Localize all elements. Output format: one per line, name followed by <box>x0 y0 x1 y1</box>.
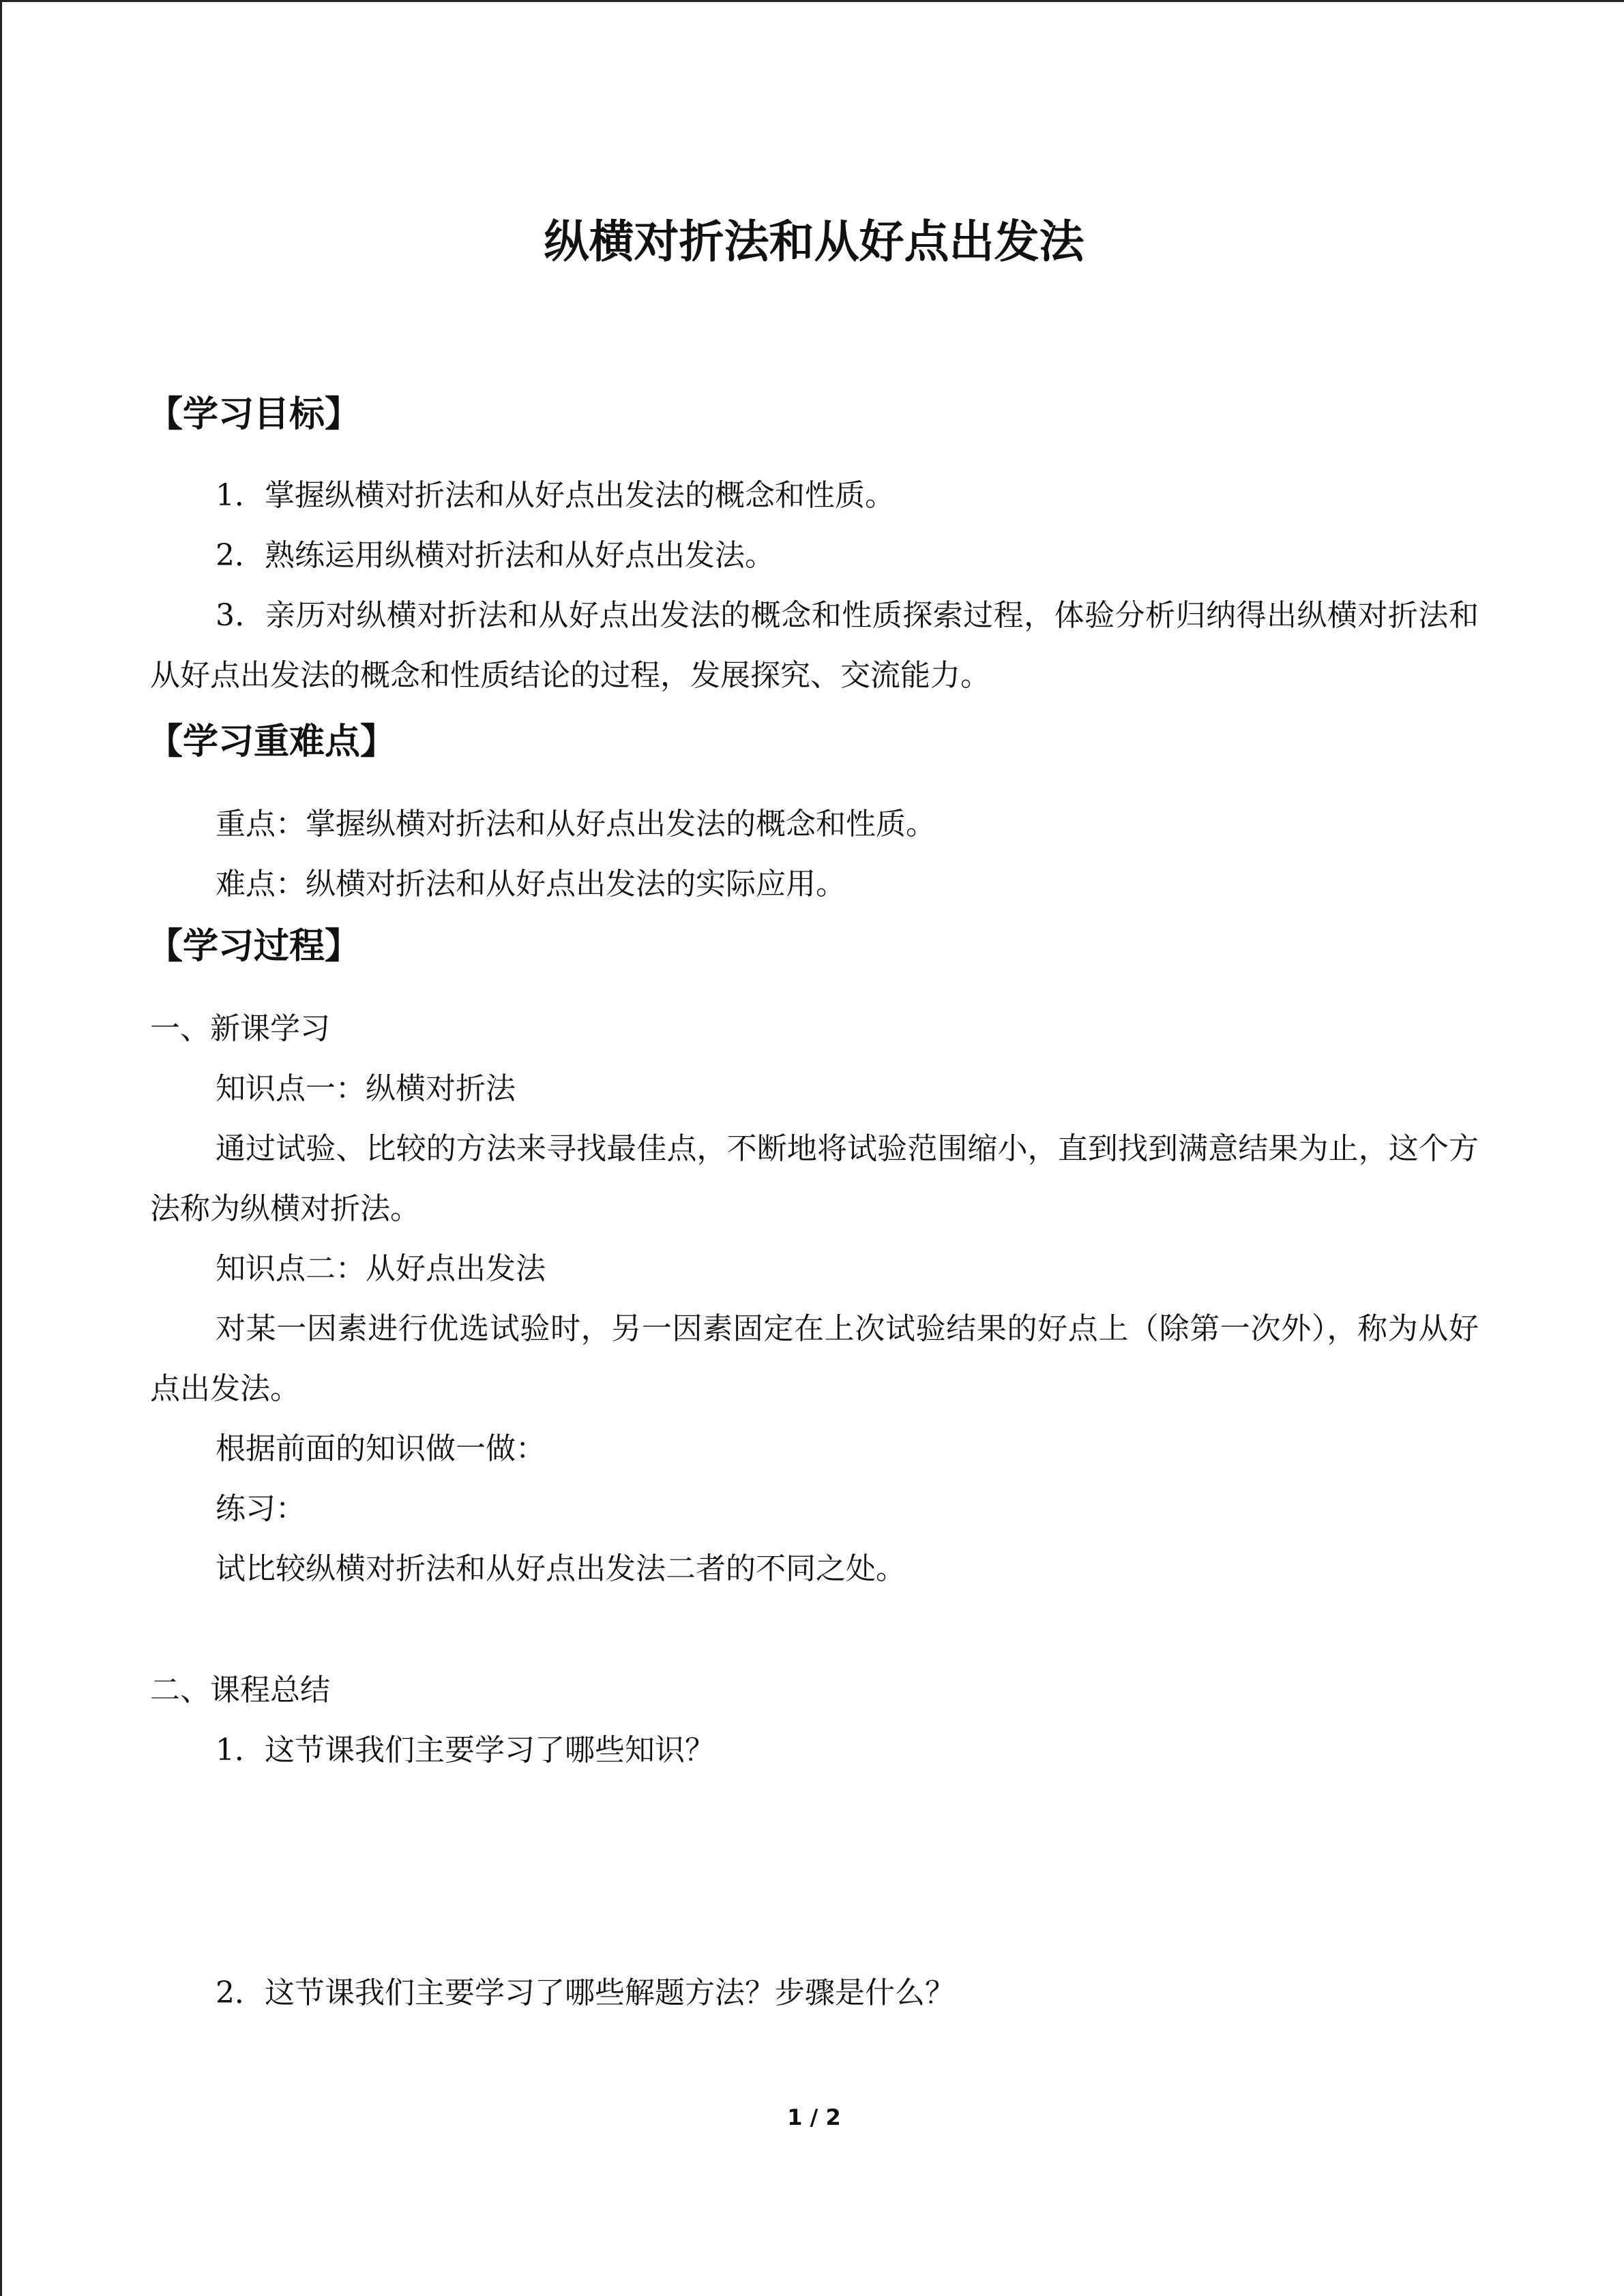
objective-item-3: 3．亲历对纵横对折法和从好点出发法的概念和性质探索过程，体验分析归纳得出纵横对折法和从好点出发法的概念和性质结论的过程，发展探究、交流能力。 <box>150 598 1479 693</box>
page-title: 纵横对折法和从好点出发法 <box>544 215 1084 268</box>
knowledge-point-1-title: 知识点一：纵横对折法 <box>216 1071 516 1106</box>
section-heading-objectives: 【学习目标】 <box>147 393 361 435</box>
part-title-summary: 二、课程总结 <box>150 1673 330 1708</box>
page-number: 1 / 2 <box>787 2104 841 2130</box>
difficult-point-item: 难点：纵横对折法和从好点出发法的实际应用。 <box>216 867 846 901</box>
section-heading-process: 【学习过程】 <box>147 925 361 967</box>
knowledge-point-2-title: 知识点二：从好点出发法 <box>216 1251 546 1286</box>
practice-label: 练习： <box>216 1491 306 1526</box>
objective-item-1: 1．掌握纵横对折法和从好点出发法的概念和性质。 <box>216 478 895 513</box>
objective-item-2: 2．熟练运用纵横对折法和从好点出发法。 <box>216 538 775 573</box>
summary-question-1: 1．这节课我们主要学习了哪些知识？ <box>216 1733 715 1768</box>
practice-question: 试比较纵横对折法和从好点出发法二者的不同之处。 <box>216 1551 906 1586</box>
knowledge-point-2-text: 对某一因素进行优选试验时，另一因素固定在上次试验结果的好点上（除第一次外），称为从好点出发法。 <box>150 1311 1479 1406</box>
key-point-item: 重点：掌握纵横对折法和从好点出发法的概念和性质。 <box>216 807 936 841</box>
part-title-new-lesson: 一、新课学习 <box>150 1011 330 1046</box>
knowledge-point-1-text: 通过试验、比较的方法来寻找最佳点，不断地将试验范围缩小，直到找到满意结果为止，这个方法称为纵横对折法。 <box>150 1131 1479 1226</box>
practice-intro: 根据前面的知识做一做： <box>216 1431 546 1466</box>
summary-question-2: 2．这节课我们主要学习了哪些解题方法？步骤是什么？ <box>216 1976 955 2010</box>
section-heading-key-points: 【学习重难点】 <box>147 721 396 762</box>
